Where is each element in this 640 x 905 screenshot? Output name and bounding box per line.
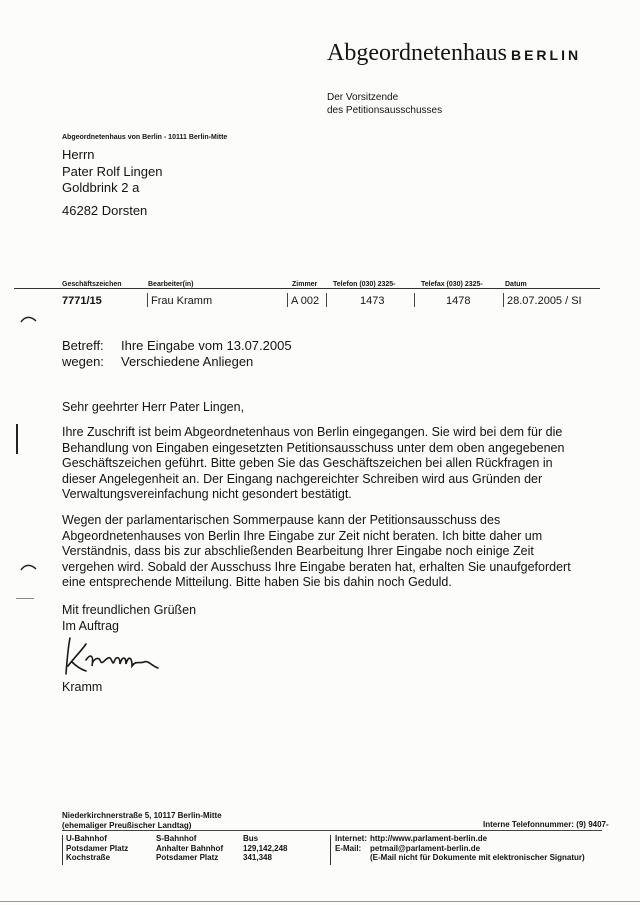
sbahn-line: S-Bahnhof bbox=[156, 834, 197, 843]
sbahn-line: Potsdamer Platz bbox=[156, 853, 219, 862]
handwritten-signature bbox=[64, 636, 174, 678]
footer-columns bbox=[0, 834, 640, 870]
value-clerk: Frau Kramm bbox=[151, 295, 213, 307]
footer-address bbox=[62, 811, 222, 830]
header-date: Datum bbox=[505, 281, 527, 288]
subject-text: Ihre Eingabe vom 13.07.2005 bbox=[121, 338, 292, 353]
reference-rule bbox=[14, 288, 600, 289]
greeting: Sehr geehrter Herr Pater Lingen, bbox=[62, 400, 245, 414]
org-name: Abgeordnetenhaus bbox=[327, 40, 507, 66]
subject-label: Betreff: bbox=[62, 338, 104, 353]
internet-link[interactable]: http://www.parlament-berlin.de bbox=[370, 834, 488, 843]
text-line: eine entsprechende Mitteilung. Bitte haben Sie bis dahin noch Geduld. bbox=[62, 575, 452, 589]
text-line: Verständnis, dass bis zur abschließenden Bearbeitung Ihrer Eingabe noch einige Zeit bbox=[62, 544, 534, 558]
column-divider bbox=[503, 293, 504, 307]
ubahn-line: Kochstraße bbox=[66, 853, 111, 862]
punch-mark bbox=[20, 562, 38, 572]
closing bbox=[62, 603, 196, 634]
header-fax: Telefax (030) 2325- bbox=[421, 281, 483, 288]
value-room: A 002 bbox=[291, 295, 320, 307]
department-line: Der Vorsitzende bbox=[327, 92, 399, 103]
footer-bus bbox=[243, 834, 288, 863]
footer-address-line: (ehemaliger Preußischer Landtag) bbox=[62, 820, 192, 830]
footer-rule bbox=[62, 830, 602, 831]
text-line: Behandlung von Eingaben eingesetzten Petitionsausschuss unter dem oben angegebenen bbox=[62, 440, 565, 455]
header-reference: Geschäftszeichen bbox=[62, 281, 122, 288]
bus-line: 341,348 bbox=[243, 853, 272, 862]
column-divider bbox=[287, 293, 288, 307]
email-link[interactable]: petmail@parlament-berlin.de bbox=[370, 843, 481, 853]
margin-tick bbox=[16, 598, 34, 599]
bus-line: 129,142,248 bbox=[243, 843, 288, 853]
recipient-name: Pater Rolf Lingen bbox=[62, 163, 163, 179]
column-divider bbox=[414, 293, 415, 307]
text-line: vergehen wird. Sobald der Ausschuss Ihre Eingabe beraten hat, erhalten Sie unaufgefordert bbox=[62, 559, 571, 574]
value-fax: 1478 bbox=[446, 295, 471, 307]
column-divider bbox=[326, 293, 327, 307]
subject-label: wegen: bbox=[62, 353, 104, 369]
closing-line: Im Auftrag bbox=[62, 618, 119, 633]
letterhead-logo bbox=[327, 40, 581, 67]
header-phone: Telefon (030) 2325- bbox=[333, 281, 396, 288]
value-date: 28.07.2005 / SI bbox=[507, 295, 582, 307]
text-line: Abgeordnetenhauses von Berlin Ihre Eingabe zur Zeit nicht beraten. Ich bitte daher um bbox=[62, 528, 543, 543]
value-phone: 1473 bbox=[360, 295, 385, 307]
paragraph-2 bbox=[62, 513, 571, 591]
contact-label: Internet: bbox=[335, 834, 367, 843]
text-line: Ihre Zuschrift ist beim Abgeordnetenhaus von Berlin eingegangen. Sie wird bei dem für die bbox=[62, 425, 563, 439]
recipient-street: Goldbrink 2 a bbox=[62, 180, 140, 195]
bus-line: Bus bbox=[243, 834, 259, 843]
page-edge bbox=[0, 901, 640, 902]
closing-line: Mit freundlichen Grüßen bbox=[62, 603, 197, 617]
subject-text: Verschiedene Anliegen bbox=[121, 353, 254, 369]
footer-ubahn bbox=[66, 834, 128, 863]
column-divider bbox=[62, 835, 63, 865]
value-reference: 7771/15 bbox=[62, 295, 102, 307]
recipient-salutation: Herrn bbox=[62, 147, 95, 162]
recipient-address bbox=[62, 147, 162, 197]
ubahn-line: Potsdamer Platz bbox=[66, 843, 129, 853]
text-line: Wegen der parlamentarischen Sommerpause kann der Petitionsausschuss des bbox=[62, 513, 501, 527]
subject-block bbox=[62, 338, 292, 369]
sbahn-line: Anhalter Bahnhof bbox=[156, 843, 224, 853]
contact-label: E-Mail: bbox=[335, 843, 362, 853]
fold-mark bbox=[16, 424, 18, 454]
recipient-city: 46282 Dorsten bbox=[62, 203, 148, 218]
header-room: Zimmer bbox=[292, 281, 318, 288]
text-line: Geschäftszeichen geführt. Bitte geben Sie das Geschäftszeichen bei allen Rückfragen in bbox=[62, 456, 553, 470]
department-line: des Petitionsausschusses bbox=[327, 105, 443, 116]
footer-address-line: Niederkirchnerstraße 5, 10117 Berlin-Mitte bbox=[62, 811, 222, 820]
org-city: BERLIN bbox=[510, 47, 582, 63]
ubahn-line: U-Bahnhof bbox=[66, 834, 107, 843]
internal-phone: Interne Telefonnummer: (9) 9407- bbox=[483, 820, 609, 829]
paragraph-1 bbox=[62, 425, 564, 503]
column-divider bbox=[330, 835, 331, 865]
footer-contact-labels bbox=[335, 834, 367, 853]
text-line: dieser Angelegenheit an. Der Eingang nachgereichter Schreiben wird aus Gründen der bbox=[62, 471, 543, 486]
sender-return-line: Abgeordnetenhaus von Berlin - 10111 Berlin-Mitte bbox=[62, 134, 228, 141]
department bbox=[327, 91, 442, 117]
header-clerk: Bearbeiter(in) bbox=[148, 281, 194, 288]
signer-name: Kramm bbox=[62, 680, 103, 694]
punch-mark bbox=[20, 314, 38, 324]
footer-contact-values bbox=[370, 834, 585, 863]
email-note: (E-Mail nicht für Dokumente mit elektronischer Signatur) bbox=[370, 853, 585, 862]
text-line: Verwaltungsvereinfachung nicht gesondert bestätigt. bbox=[62, 487, 352, 501]
column-divider bbox=[147, 293, 148, 307]
footer-sbahn bbox=[156, 834, 223, 863]
